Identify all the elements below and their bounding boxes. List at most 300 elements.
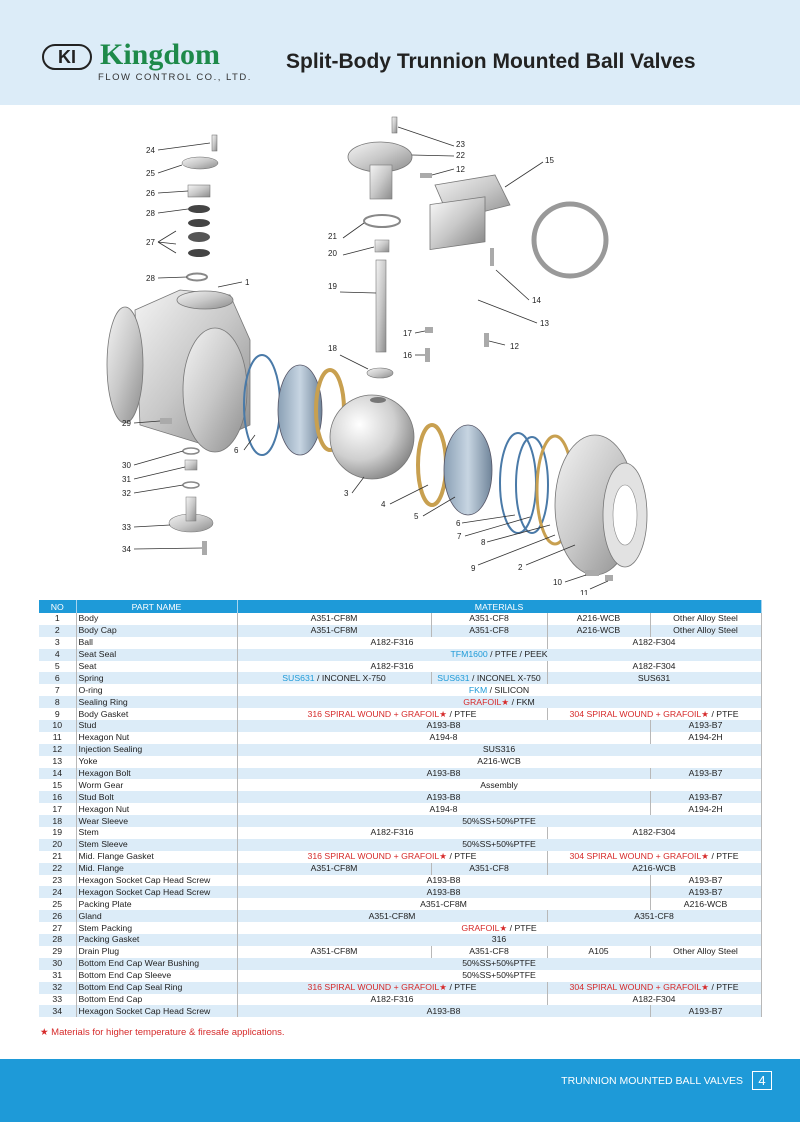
material-text: A351-CF8 [634, 910, 674, 921]
cell-material [237, 744, 761, 756]
cell-material [237, 851, 547, 863]
material-suffix: / FKM [509, 696, 535, 707]
table-row [39, 875, 761, 887]
material-text: 316 [491, 934, 507, 945]
cell-material [237, 875, 650, 887]
diagram-callout-5: 5 [414, 512, 419, 521]
cell-material [237, 886, 650, 898]
material-text: Assembly [480, 779, 518, 790]
ball-slot [370, 397, 386, 403]
diagram-callout-22: 22 [456, 151, 465, 160]
material-text: A216-WCB [576, 625, 621, 636]
material-text: A193-B7 [688, 886, 723, 897]
diagram-callout-9: 9 [471, 564, 476, 573]
cell-part-name: Injection Sealing [76, 744, 237, 756]
diagram-callout-7: 7 [457, 532, 462, 541]
cell-material [431, 625, 547, 637]
material-text: Other Alloy Steel [673, 946, 738, 957]
material-text: A182-F304 [632, 661, 676, 671]
cell-part-name: Stem Sleeve [76, 839, 237, 851]
table-row [39, 922, 761, 934]
cell-material [650, 1005, 761, 1017]
cell-no: 25 [39, 898, 76, 910]
material-text: 304 SPIRAL WOUND + GRAFOIL★ [569, 982, 710, 993]
injection-12-top [420, 173, 432, 178]
table-row [39, 958, 761, 970]
cell-no: 8 [39, 696, 76, 708]
cell-part-name: Packing Plate [76, 898, 237, 910]
cell-part-name: Wear Sleeve [76, 815, 237, 827]
diagram-callout-12: 12 [510, 342, 519, 351]
material-text: 304 SPIRAL WOUND + GRAFOIL★ [569, 851, 710, 862]
cell-material [237, 779, 761, 791]
col-header-materials: MATERIALS [237, 600, 761, 613]
diagram-callout-4: 4 [381, 500, 386, 509]
material-text: A351-CF8M [310, 613, 358, 624]
cell-material [237, 720, 650, 732]
table-row [39, 934, 761, 946]
material-text: A105 [588, 946, 609, 957]
material-text: A182-F316 [370, 661, 414, 671]
cell-no: 14 [39, 768, 76, 780]
cell-material [237, 863, 431, 875]
sleeve-31 [185, 460, 197, 470]
diagram-callout-17: 17 [403, 329, 412, 338]
material-text: FKM [468, 684, 488, 695]
table-row [39, 768, 761, 780]
gasket-21 [364, 215, 400, 227]
cell-no: 1 [39, 613, 76, 625]
body-flange [107, 307, 143, 423]
material-text: SUS631 [282, 672, 315, 683]
material-text: A194-8 [429, 732, 458, 743]
cell-part-name: Mid. Flange [76, 863, 237, 875]
diagram-callout-20: 20 [328, 249, 337, 258]
cell-no: 21 [39, 851, 76, 863]
cell-part-name: Hexagon Socket Cap Head Screw [76, 1005, 237, 1017]
cell-part-name: Bottom End Cap Sleeve [76, 970, 237, 982]
table-row [39, 779, 761, 791]
material-text: A351-CF8M [310, 863, 358, 874]
material-text: A351-CF8 [469, 863, 509, 874]
material-text: A351-CF8M [310, 946, 358, 957]
footnote: ★ Materials for higher temperature & firesafe applications. [40, 1027, 285, 1038]
diagram-callout-25: 25 [146, 169, 155, 178]
diagram-callout-34: 34 [122, 545, 131, 554]
material-text: A193-B8 [426, 791, 461, 802]
table-row [39, 649, 761, 661]
table-row [39, 684, 761, 696]
bottom-cap-neck [186, 497, 196, 521]
cell-part-name: Body Gasket [76, 708, 237, 720]
cell-material [237, 898, 650, 910]
material-text: A182-F304 [632, 637, 676, 648]
diagram-callout-3: 3 [344, 489, 349, 498]
table-row [39, 994, 761, 1006]
cell-no: 27 [39, 922, 76, 934]
diagram-callout-28: 28 [146, 274, 155, 283]
material-suffix: / PTFE [507, 922, 537, 933]
material-text: 316 SPIRAL WOUND + GRAFOIL★ [307, 982, 448, 993]
body-cap-bore [613, 485, 637, 545]
diagram-callout-21: 21 [328, 232, 337, 241]
stem-sleeve-20 [375, 240, 389, 252]
ball-3 [330, 395, 414, 479]
cell-no: 5 [39, 661, 76, 673]
diagram-callout-29: 29 [122, 419, 131, 428]
material-text: A193-B8 [426, 886, 461, 897]
cell-no: 22 [39, 863, 76, 875]
cell-material [237, 649, 761, 661]
material-text: SUS631 [637, 672, 671, 683]
cell-material [650, 768, 761, 780]
cell-material [547, 637, 761, 649]
table-row [39, 827, 761, 839]
cell-part-name: Seat [76, 661, 237, 673]
table-row [39, 625, 761, 637]
exploded-view-diagram [0, 105, 800, 595]
table-row [39, 851, 761, 863]
exploded-view-svg [0, 105, 800, 595]
cell-part-name: Hexagon Bolt [76, 768, 237, 780]
stem-19 [376, 260, 386, 352]
table-row [39, 732, 761, 744]
cell-material [547, 982, 761, 994]
cell-material [237, 827, 547, 839]
page-title: Split-Body Trunnion Mounted Ball Valves [286, 50, 696, 73]
table-row [39, 791, 761, 803]
material-text: A194-8 [429, 803, 458, 814]
cell-material [650, 875, 761, 887]
material-text: A216-WCB [683, 898, 728, 909]
cell-no: 10 [39, 720, 76, 732]
cell-material [237, 732, 650, 744]
material-text: Other Alloy Steel [673, 613, 738, 624]
packing-28 [188, 205, 210, 213]
spring-6-right [500, 433, 536, 533]
cell-no: 3 [39, 637, 76, 649]
cell-part-name: Stem Packing [76, 922, 237, 934]
material-suffix: / PTFE [447, 851, 477, 862]
table-row [39, 696, 761, 708]
diagram-callout-31: 31 [122, 475, 131, 484]
cell-material [237, 661, 547, 673]
packing-27c [188, 249, 210, 257]
diagram-callout-11: 11 [580, 589, 589, 595]
material-suffix: / SILICON [487, 684, 530, 695]
cell-no: 2 [39, 625, 76, 637]
cell-part-name: Body Cap [76, 625, 237, 637]
col-header-no: NO [39, 600, 76, 613]
material-text: A182-F304 [632, 993, 676, 1004]
material-text: A193-B8 [426, 1005, 461, 1016]
stud-16 [425, 348, 430, 362]
cell-no: 7 [39, 684, 76, 696]
material-text: 50%SS+50%PTFE [462, 970, 536, 981]
cell-material [650, 946, 761, 958]
cell-material [547, 661, 761, 673]
cell-material [650, 720, 761, 732]
cell-part-name: Stud [76, 720, 237, 732]
cell-material [237, 1005, 650, 1017]
table-body [39, 613, 761, 1017]
cell-material [650, 803, 761, 815]
material-text: A351-CF8 [469, 946, 509, 957]
diagram-callout-12: 12 [456, 165, 465, 174]
diagram-callout-26: 26 [146, 189, 155, 198]
table-row [39, 815, 761, 827]
packing-gasket-28 [187, 274, 207, 281]
table-row [39, 708, 761, 720]
cell-material [547, 613, 650, 625]
material-text: A194-2H [688, 732, 723, 743]
cell-material [237, 696, 761, 708]
material-text: A193-B7 [688, 1005, 723, 1016]
diagram-callout-24: 24 [146, 146, 155, 155]
table-row [39, 839, 761, 851]
cell-part-name: Hexagon Nut [76, 803, 237, 815]
logo-mark: KI [42, 44, 92, 70]
screw-24 [212, 135, 217, 151]
cell-part-name: Hexagon Socket Cap Head Screw [76, 886, 237, 898]
table-row [39, 970, 761, 982]
material-text: 50%SS+50%PTFE [462, 839, 536, 850]
table-row [39, 863, 761, 875]
cell-material [650, 886, 761, 898]
cell-no: 34 [39, 1005, 76, 1017]
gland-26 [188, 185, 210, 197]
cell-material [237, 946, 431, 958]
cell-no: 11 [39, 732, 76, 744]
material-text: A193-B7 [688, 875, 723, 886]
material-text: 50%SS+50%PTFE [462, 815, 536, 826]
diagram-callout-28: 28 [146, 209, 155, 218]
cell-no: 19 [39, 827, 76, 839]
cell-part-name: Ball [76, 637, 237, 649]
cell-material [237, 791, 650, 803]
material-text: Other Alloy Steel [673, 625, 738, 636]
material-suffix: / PTFE [709, 982, 739, 993]
cell-no: 17 [39, 803, 76, 815]
table-row [39, 1005, 761, 1017]
mid-flange-neck [370, 165, 392, 199]
cell-part-name: O-ring [76, 684, 237, 696]
cell-material [547, 625, 650, 637]
cell-part-name: Stem [76, 827, 237, 839]
table-row [39, 744, 761, 756]
cell-material [431, 613, 547, 625]
material-text: A182-F316 [370, 993, 414, 1004]
table-row [39, 661, 761, 673]
cell-material [547, 827, 761, 839]
cell-no: 16 [39, 791, 76, 803]
cell-material [237, 994, 547, 1006]
cell-material [650, 613, 761, 625]
cell-material [237, 970, 761, 982]
cell-no: 13 [39, 756, 76, 768]
diagram-callout-1: 1 [245, 278, 250, 287]
cell-material [237, 684, 761, 696]
cell-material [237, 910, 547, 922]
material-text: 50%SS+50%PTFE [462, 958, 536, 969]
yoke-13 [430, 197, 485, 250]
nut-17 [425, 327, 433, 333]
cell-material [237, 625, 431, 637]
material-text: A182-F316 [370, 637, 414, 648]
material-text: A351-CF8M [420, 898, 467, 909]
diagram-callout-2: 2 [518, 563, 523, 572]
stud-10 [585, 570, 599, 576]
packing-27b [188, 232, 210, 242]
cell-material [547, 863, 761, 875]
material-text: A193-B7 [688, 791, 723, 802]
cell-no: 18 [39, 815, 76, 827]
cell-part-name: Body [76, 613, 237, 625]
diagram-callout-33: 33 [122, 523, 131, 532]
bolt-14 [490, 248, 494, 266]
seat-seal-right [418, 425, 446, 505]
material-suffix: / PTFE [447, 982, 477, 993]
table-row [39, 613, 761, 625]
diagram-callout-6: 6 [456, 519, 461, 528]
cell-material [547, 851, 761, 863]
diagram-callout-30: 30 [122, 461, 131, 470]
material-suffix: / PTFE [709, 851, 739, 862]
material-text: A193-B7 [688, 720, 723, 731]
cell-material [237, 637, 547, 649]
cell-part-name: Spring [76, 672, 237, 684]
material-text: 316 SPIRAL WOUND + GRAFOIL★ [307, 851, 448, 862]
material-text: GRAFOIL★ [463, 696, 510, 707]
table-row [39, 946, 761, 958]
material-text: A216-WCB [477, 756, 521, 767]
diagram-callout-19: 19 [328, 282, 337, 291]
cell-material [237, 922, 761, 934]
material-text: A193-B8 [426, 768, 461, 779]
page-number: 4 [752, 1071, 772, 1090]
table-row [39, 803, 761, 815]
cell-no: 31 [39, 970, 76, 982]
cell-no: 32 [39, 982, 76, 994]
cell-material [547, 910, 761, 922]
cell-part-name: Gland [76, 910, 237, 922]
logo-name: Kingdom [100, 38, 221, 71]
col-header-part-name: PART NAME [76, 600, 237, 613]
material-text: A193-B7 [688, 768, 723, 779]
table-row [39, 898, 761, 910]
page-header [0, 0, 800, 105]
wear-sleeve-18 [367, 368, 393, 378]
material-text: A351-CF8M [310, 625, 358, 636]
cell-part-name: Worm Gear [76, 779, 237, 791]
material-text: SUS316 [482, 744, 516, 755]
diagram-callout-14: 14 [532, 296, 541, 305]
cell-no: 26 [39, 910, 76, 922]
material-suffix: / INCONEL X-750 [469, 672, 541, 683]
diagram-callout-23: 23 [456, 140, 465, 149]
drain-plug-29 [160, 418, 172, 424]
cell-part-name: Stud Bolt [76, 791, 237, 803]
body-mid-flange [183, 328, 247, 452]
cell-material [547, 708, 761, 720]
cell-part-name: Hexagon Nut [76, 732, 237, 744]
packing-plate-25 [182, 157, 218, 169]
cell-material [547, 672, 761, 684]
cell-material [237, 803, 650, 815]
seal-ring-32 [183, 482, 199, 488]
cell-part-name: Packing Gasket [76, 934, 237, 946]
bushing-30 [183, 448, 199, 454]
diagram-callout-10: 10 [553, 578, 562, 587]
cell-no: 12 [39, 744, 76, 756]
screw-34 [202, 541, 207, 555]
cell-no: 9 [39, 708, 76, 720]
packing-27a [188, 219, 210, 227]
injection-12 [484, 333, 489, 347]
cell-material [650, 791, 761, 803]
cell-material [237, 708, 547, 720]
nut-11 [605, 575, 613, 581]
cell-no: 30 [39, 958, 76, 970]
cell-no: 6 [39, 672, 76, 684]
cell-no: 4 [39, 649, 76, 661]
cell-material [237, 768, 650, 780]
material-text: A194-2H [688, 803, 723, 814]
cell-material [237, 613, 431, 625]
material-text: A193-B8 [426, 875, 461, 886]
material-suffix: / PTFE [709, 708, 739, 719]
material-text: A216-WCB [576, 613, 621, 624]
material-suffix: / PTFE [447, 708, 477, 719]
cell-part-name: Bottom End Cap [76, 994, 237, 1006]
logo-subtitle: FLOW CONTROL CO., LTD. [98, 72, 252, 83]
diagram-callout-16: 16 [403, 351, 412, 360]
material-text: A182-F316 [370, 827, 414, 838]
cell-material [237, 934, 761, 946]
cell-no: 20 [39, 839, 76, 851]
screw-23 [392, 117, 397, 133]
cell-no: 15 [39, 779, 76, 791]
cell-part-name: Sealing Ring [76, 696, 237, 708]
table-row [39, 910, 761, 922]
cell-part-name: Bottom End Cap Seal Ring [76, 982, 237, 994]
cell-no: 33 [39, 994, 76, 1006]
diagram-callout-8: 8 [481, 538, 486, 547]
cell-no: 23 [39, 875, 76, 887]
diagram-callout-18: 18 [328, 344, 337, 353]
handwheel [534, 204, 606, 276]
cell-material [650, 625, 761, 637]
material-text: GRAFOIL★ [461, 922, 508, 933]
table-row [39, 886, 761, 898]
diagram-callout-32: 32 [122, 489, 131, 498]
material-text: A351-CF8 [469, 625, 509, 636]
cell-part-name: Hexagon Socket Cap Head Screw [76, 875, 237, 887]
material-text: TFM1600 [450, 649, 488, 660]
cell-part-name: Bottom End Cap Wear Bushing [76, 958, 237, 970]
diagram-callout-6: 6 [234, 446, 239, 455]
cell-material [237, 756, 761, 768]
footer-section-title: TRUNNION MOUNTED BALL VALVES [561, 1075, 743, 1087]
cell-material [431, 672, 547, 684]
material-suffix: / INCONEL X-750 [314, 672, 386, 683]
diagram-callout-13: 13 [540, 319, 549, 328]
material-text: SUS631 [437, 672, 470, 683]
material-text: A193-B8 [426, 720, 461, 731]
materials-table [39, 600, 762, 1017]
material-text: A351-CF8M [368, 910, 416, 921]
cell-part-name: Yoke [76, 756, 237, 768]
